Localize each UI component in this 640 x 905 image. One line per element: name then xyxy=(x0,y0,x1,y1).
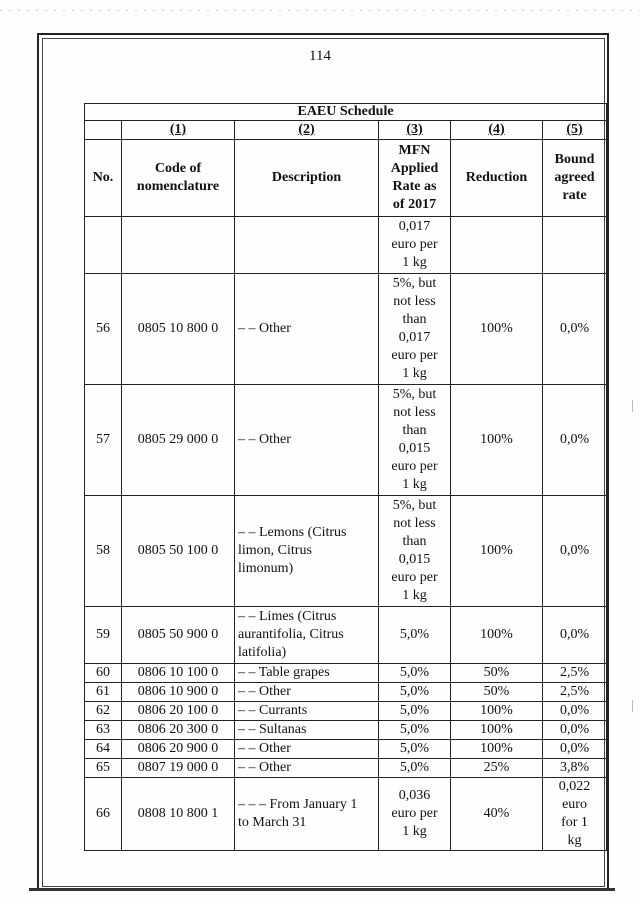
column-number: (1) xyxy=(122,121,235,140)
cell-code: 0806 20 300 0 xyxy=(122,721,235,740)
eaeu-schedule-table xyxy=(84,103,607,851)
cell-code: 0805 29 000 0 xyxy=(122,385,235,496)
cell-mfn-rate-line: 1 kg xyxy=(402,366,427,381)
cell-mfn-rate-line: 0,015 xyxy=(398,552,431,567)
page-number: 114 xyxy=(309,48,331,64)
header-reduction: Reduction xyxy=(451,140,543,217)
cell-mfn-rate-line: 1 kg xyxy=(402,477,427,492)
cell-bound-rate xyxy=(543,274,607,385)
cell-mfn-rate xyxy=(379,496,451,607)
cell-description: – – Other xyxy=(235,683,379,702)
scan-artifact-line xyxy=(0,10,640,11)
cell-code: 0805 50 100 0 xyxy=(122,496,235,607)
cell-bound-rate xyxy=(543,217,607,274)
cell-mfn-rate-line: 5%, but xyxy=(392,276,437,291)
cell-no xyxy=(85,217,122,274)
cell-mfn-rate xyxy=(379,274,451,385)
cell-bound-rate xyxy=(543,385,607,496)
cell-bound-rate-line: 0,022 xyxy=(558,779,591,794)
cell-reduction: 100% xyxy=(451,274,543,385)
column-number: (4) xyxy=(451,121,543,140)
cell-bound-rate: 2,5% xyxy=(543,683,607,702)
cell-reduction: 100% xyxy=(451,607,543,664)
cell-no: 56 xyxy=(85,274,122,385)
cell-mfn-rate: 5,0% xyxy=(379,721,451,740)
cell-reduction xyxy=(451,217,543,274)
cell-description-line: latifolia) xyxy=(238,645,287,660)
table-row xyxy=(85,778,607,851)
cell-description: – – Other xyxy=(235,759,379,778)
cell-no: 64 xyxy=(85,740,122,759)
cell-bound-rate-line: 0,0% xyxy=(559,432,590,447)
cell-mfn-rate-line: 1 kg xyxy=(402,824,427,839)
cell-description: – – Other xyxy=(235,740,379,759)
cell-bound-rate-line: kg xyxy=(567,833,582,848)
cell-bound-rate-line: 0,0% xyxy=(559,321,590,336)
cell-reduction: 100% xyxy=(451,721,543,740)
cell-no: 60 xyxy=(85,664,122,683)
column-number-blank xyxy=(85,121,122,140)
cell-bound-rate: 3,8% xyxy=(543,759,607,778)
cell-description: – – Table grapes xyxy=(235,664,379,683)
cell-no: 59 xyxy=(85,607,122,664)
cell-reduction: 25% xyxy=(451,759,543,778)
header-no: No. xyxy=(85,140,122,217)
cell-mfn-rate-line: 1 kg xyxy=(402,588,427,603)
header-code: Code of nomenclature xyxy=(122,140,235,217)
column-number: (5) xyxy=(543,121,607,140)
cell-no: 57 xyxy=(85,385,122,496)
cell-bound-rate: 0,0% xyxy=(543,607,607,664)
cell-description: – – Sultanas xyxy=(235,721,379,740)
cell-no: 66 xyxy=(85,778,122,851)
cell-mfn-rate: 0,017 euro per 1 kg xyxy=(379,217,451,274)
header-mfn-rate: MFN Applied Rate as of 2017 xyxy=(379,140,451,217)
scan-artifact-tick xyxy=(632,400,633,412)
cell-description-line: – – Limes (Citrus xyxy=(238,609,337,624)
cell-description-line: – – – From January 1 xyxy=(238,797,358,812)
cell-bound-rate: 0,0% xyxy=(543,740,607,759)
cell-no: 63 xyxy=(85,721,122,740)
cell-bound-rate-line: for 1 xyxy=(561,815,588,830)
cell-description xyxy=(235,385,379,496)
cell-mfn-rate-line: 5%, but xyxy=(392,387,437,402)
cell-bound-rate xyxy=(543,496,607,607)
column-header-row xyxy=(85,140,607,217)
cell-reduction: 100% xyxy=(451,385,543,496)
table-row xyxy=(85,702,607,721)
cell-code: 0806 10 900 0 xyxy=(122,683,235,702)
cell-reduction: 50% xyxy=(451,683,543,702)
cell-mfn-rate-line: 0,015 xyxy=(398,441,431,456)
cell-code: 0805 10 800 0 xyxy=(122,274,235,385)
cell-code: 0806 20 100 0 xyxy=(122,702,235,721)
table-title-row xyxy=(85,104,607,121)
cell-no: 65 xyxy=(85,759,122,778)
table-title: EAEU Schedule xyxy=(85,104,607,121)
cell-mfn-rate-line: 0,017 xyxy=(398,330,431,345)
cell-code: 0808 10 800 1 xyxy=(122,778,235,851)
cell-code: 0806 10 100 0 xyxy=(122,664,235,683)
cell-description xyxy=(235,217,379,274)
cell-mfn-rate-line: 0,036 xyxy=(398,788,431,803)
cell-reduction: 100% xyxy=(451,496,543,607)
cell-code: 0806 20 900 0 xyxy=(122,740,235,759)
cell-mfn-rate-line: than xyxy=(402,312,427,327)
cell-mfn-rate: 5,0% xyxy=(379,740,451,759)
cell-mfn-rate: 5,0% xyxy=(379,664,451,683)
cell-no: 61 xyxy=(85,683,122,702)
header-bound-rate: Bound agreed rate xyxy=(543,140,607,217)
table-row xyxy=(85,607,607,664)
cell-mfn-rate: 5,0% xyxy=(379,759,451,778)
cell-mfn-rate-line: euro per xyxy=(391,459,438,474)
scan-artifact-tick xyxy=(632,700,633,712)
cell-mfn-rate-line: not less xyxy=(393,294,436,309)
cell-mfn-rate-line: euro per xyxy=(391,570,438,585)
column-number: (3) xyxy=(379,121,451,140)
cell-mfn-rate-line: euro per xyxy=(391,806,438,821)
cell-reduction: 100% xyxy=(451,702,543,721)
cell-reduction: 50% xyxy=(451,664,543,683)
cell-mfn-rate xyxy=(379,385,451,496)
column-number-row xyxy=(85,121,607,140)
cell-bound-rate: 0,0% xyxy=(543,721,607,740)
cell-mfn-rate-line: not less xyxy=(393,516,436,531)
cell-mfn-rate xyxy=(379,778,451,851)
header-description: Description xyxy=(235,140,379,217)
cell-mfn-rate-line: 5%, but xyxy=(392,498,437,513)
table-row xyxy=(85,683,607,702)
cell-description-line: – – Other xyxy=(238,432,291,447)
cell-bound-rate: 0,0% xyxy=(543,702,607,721)
cell-mfn-rate: 5,0% xyxy=(379,607,451,664)
table-row xyxy=(85,217,607,274)
column-number: (2) xyxy=(235,121,379,140)
cell-mfn-rate-line: euro per xyxy=(391,348,438,363)
cell-description xyxy=(235,778,379,851)
cell-description-line: – – Lemons (Citrus xyxy=(238,525,347,540)
cell-mfn-rate-line: than xyxy=(402,423,427,438)
table-row xyxy=(85,496,607,607)
cell-code xyxy=(122,217,235,274)
cell-bound-rate-line: 0,0% xyxy=(559,543,590,558)
cell-reduction: 40% xyxy=(451,778,543,851)
cell-description-line: to March 31 xyxy=(238,815,307,830)
table-body xyxy=(85,217,607,851)
table-row xyxy=(85,385,607,496)
cell-code: 0807 19 000 0 xyxy=(122,759,235,778)
cell-description-line: limon, Citrus xyxy=(238,543,312,558)
table-row xyxy=(85,721,607,740)
cell-description-line: – – Other xyxy=(238,321,291,336)
cell-mfn-rate-line: not less xyxy=(393,405,436,420)
cell-description xyxy=(235,496,379,607)
cell-mfn-rate: 5,0% xyxy=(379,702,451,721)
cell-description: – – Currants xyxy=(235,702,379,721)
cell-description xyxy=(235,607,379,664)
cell-mfn-rate: 5,0% xyxy=(379,683,451,702)
table-row xyxy=(85,759,607,778)
cell-bound-rate xyxy=(543,778,607,851)
page-frame-bottom xyxy=(29,888,615,891)
cell-reduction: 100% xyxy=(451,740,543,759)
cell-description-line: aurantifolia, Citrus xyxy=(238,627,344,642)
cell-mfn-rate-line: than xyxy=(402,534,427,549)
table-row xyxy=(85,664,607,683)
table-row xyxy=(85,274,607,385)
cell-bound-rate: 2,5% xyxy=(543,664,607,683)
cell-no: 58 xyxy=(85,496,122,607)
cell-no: 62 xyxy=(85,702,122,721)
cell-code: 0805 50 900 0 xyxy=(122,607,235,664)
cell-bound-rate-line: euro xyxy=(562,797,587,812)
cell-description xyxy=(235,274,379,385)
cell-description-line: limonum) xyxy=(238,561,294,576)
table-row xyxy=(85,740,607,759)
